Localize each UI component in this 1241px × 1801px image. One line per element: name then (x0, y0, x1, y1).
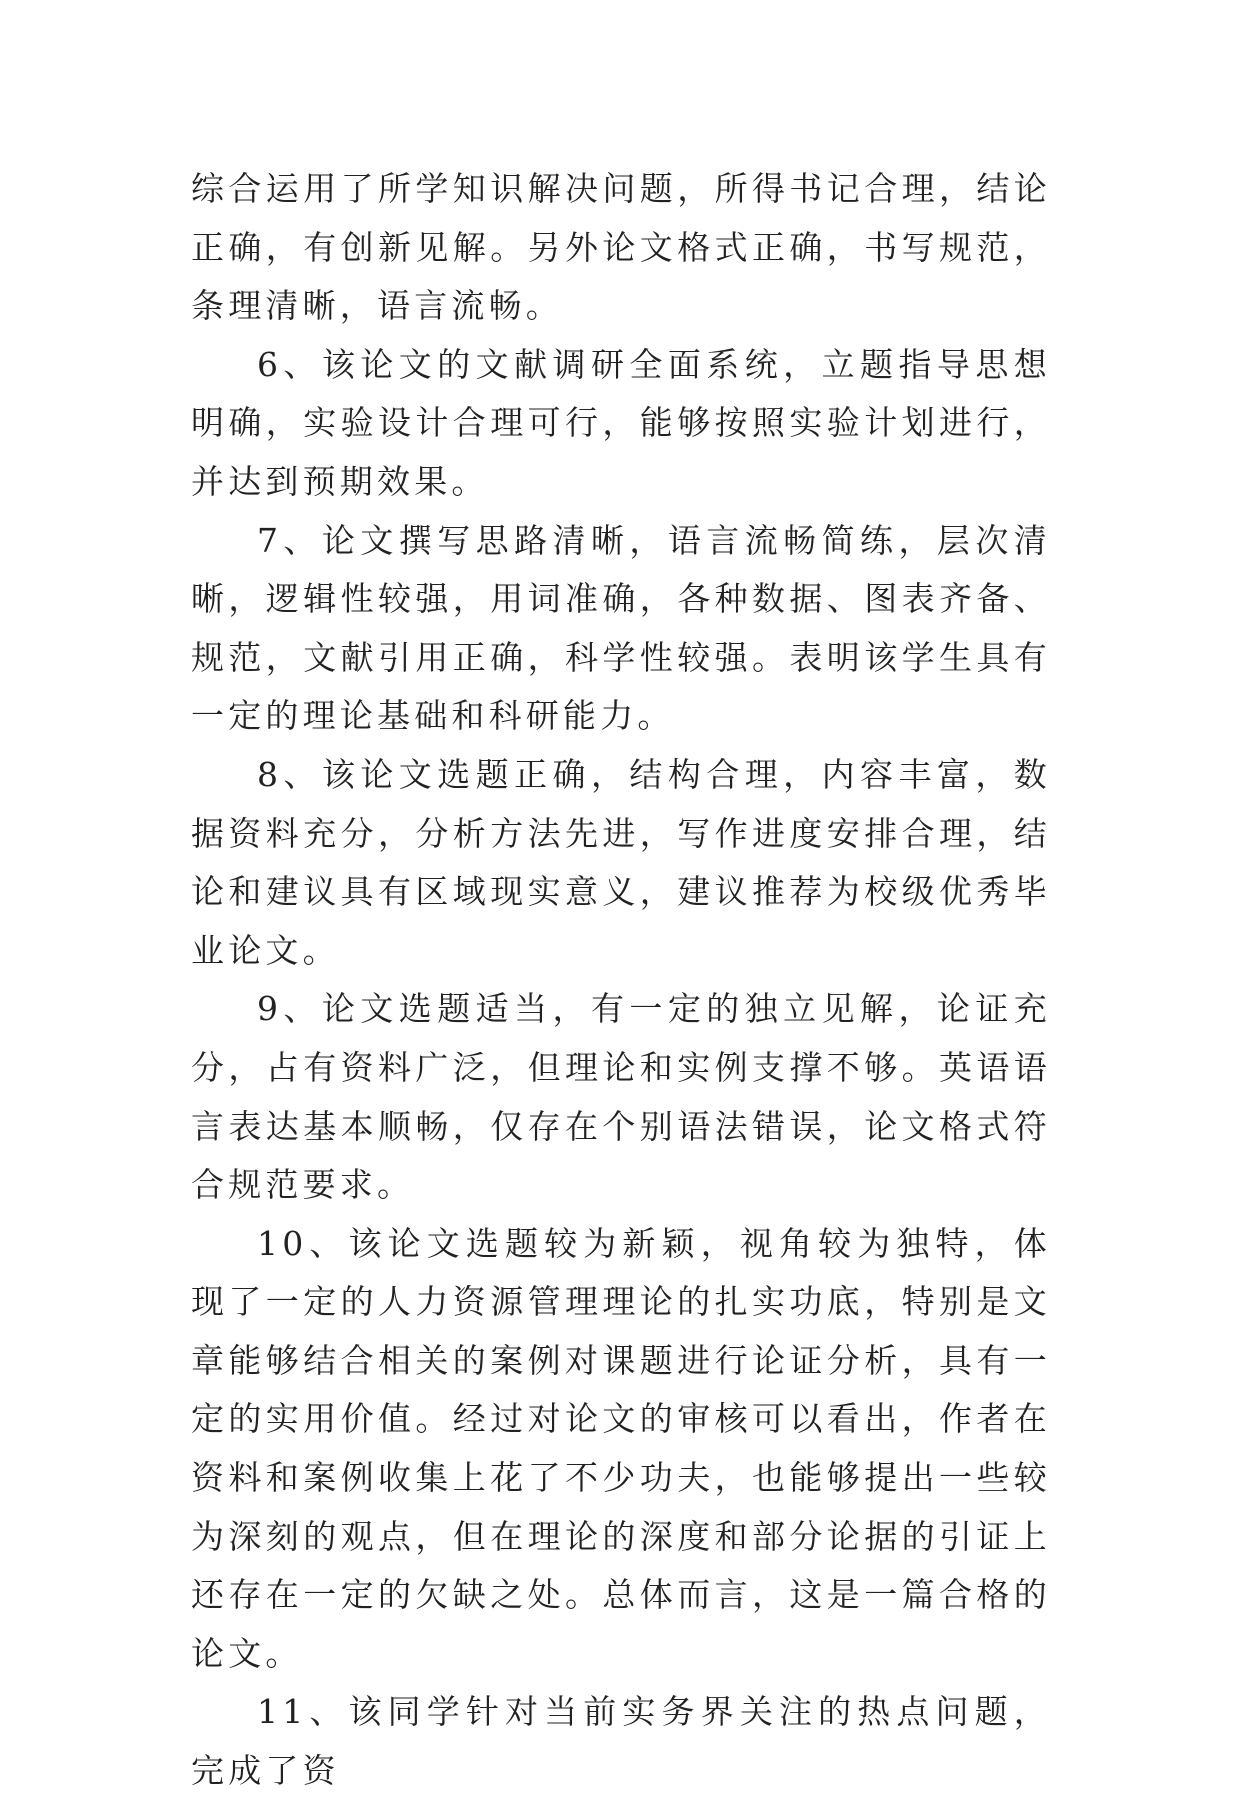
paragraph-item-11: 11、该同学针对当前实务界关注的热点问题，完成了资 (191, 1692, 1051, 1791)
paragraph-item-8: 8、该论文选题正确，结构合理，内容丰富，数据资料充分，分析方法先进，写作进度安排合理，结论和建议具有区域现实意义，建议推荐为校级优秀毕业论文。 (191, 754, 1051, 970)
paragraph-item-7: 7、论文撰写思路清晰，语言流畅简练，层次清晰，逻辑性较强，用词准确，各种数据、图表齐备、规范，文献引用正确，科学性较强。表明该学生具有一定的理论基础和科研能力。 (191, 520, 1051, 736)
paragraph-item-6: 6、该论文的文献调研全面系统，立题指导思想明确，实验设计合理可行，能够按照实验计划进行，并达到预期效果。 (191, 344, 1051, 501)
document-body (191, 160, 1051, 1801)
paragraph-item-9: 9、论文选题适当，有一定的独立见解，论证充分，占有资料广泛，但理论和实例支撑不够。英语语言表达基本顺畅，仅存在个别语法错误，论文格式符合规范要求。 (191, 989, 1051, 1205)
paragraph-item-10: 10、该论文选题较为新颖，视角较为独特，体现了一定的人力资源管理理论的扎实功底，特别是文章能够结合相关的案例对课题进行论证分析，具有一定的实用价值。经过对论文的审核可以看出，作者在资料和案例收集上花了不少功夫，也能够提出一些较为深刻的观点，但在理论的深度和部分论据的引证上还存在一定的欠缺之处。总体而言，这是一篇合格的论文。 (191, 1223, 1051, 1673)
paragraph-continuation: 综合运用了所学知识解决问题，所得书记合理，结论正确，有创新见解。另外论文格式正确，书写规范，条理清晰，语言流畅。 (191, 169, 1051, 326)
